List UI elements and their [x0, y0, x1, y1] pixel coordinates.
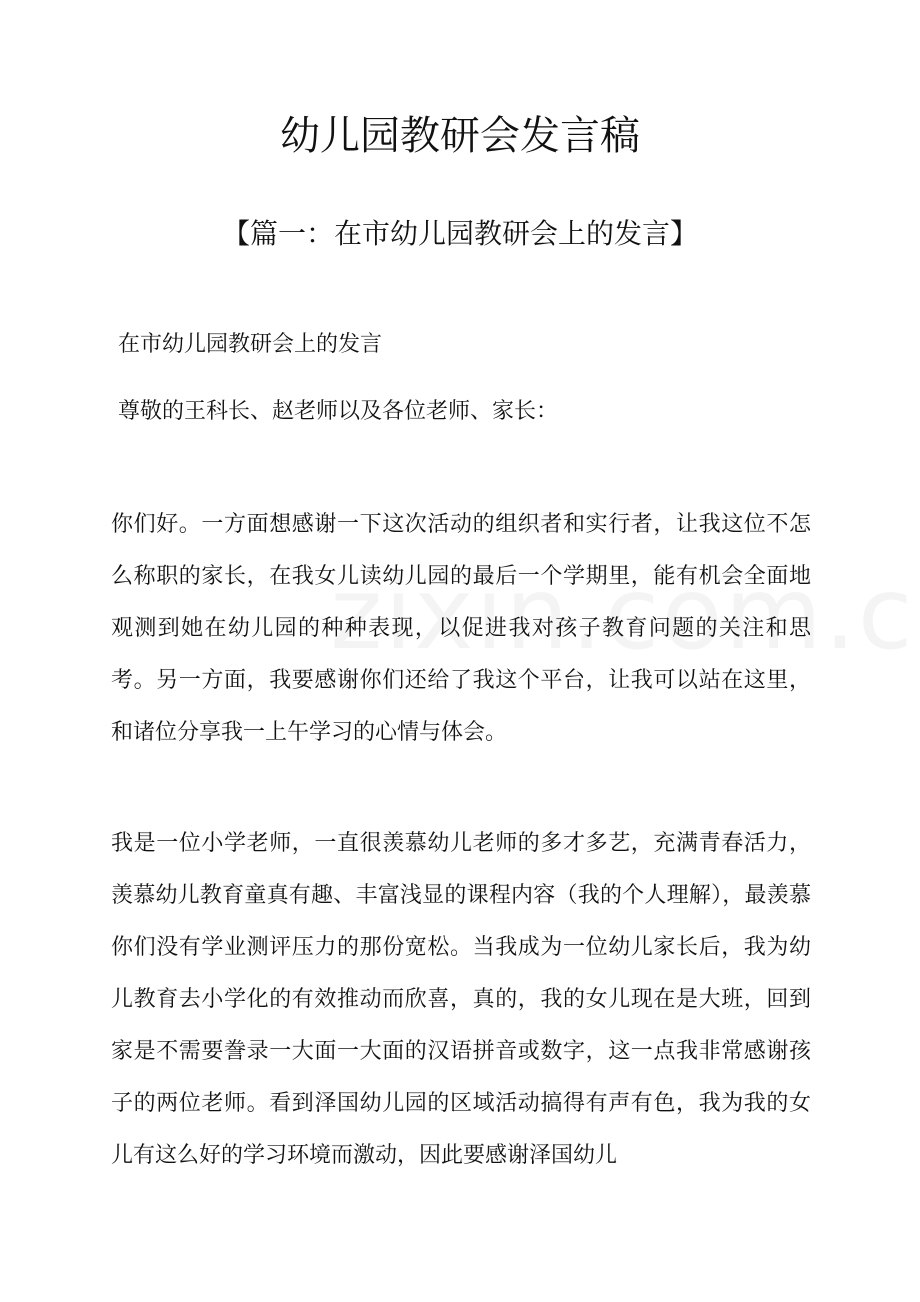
document-subtitle: 【篇一：在市幼儿园教研会上的发言】 — [221, 217, 698, 250]
paragraph-2: 我是一位小学老师，一直很羡慕幼儿老师的多才多艺，充满青春活力，羡慕幼儿教育童真有趣、丰富浅显的课程内容（我的个人理解），最羡慕你们没有学业测评压力的那份宽松。当我成为一位幼儿家长后，我为幼儿教育去小学化的有效推动而欣喜，真的，我的女儿现在是大班，回到家是不需要誊录一大面一大面的汉语拼音或数字，这一点我非常感谢孩子的两位老师。看到泽国幼儿园的区域活动搞得有声有色，我为我的女儿有这么好的学习环境而激动，因此要感谢泽国幼儿 — [111, 831, 811, 1168]
salutation: 尊敬的王科长、赵老师以及各位老师、家长： — [118, 399, 559, 424]
paragraph-1: 你们好。一方面想感谢一下这次活动的组织者和实行者，让我这位不怎么称职的家长，在我女儿读幼儿园的最后一个学期里，能有机会全面地观测到她在幼儿园的种种表现，以促进我对孩子教育问题的关注和思考。另一方面，我要感谢你们还给了我这个平台，让我可以站在这里，和诸位分享我一上午学习的心情与体会。 — [111, 512, 811, 745]
speech-heading: 在市幼儿园教研会上的发言 — [118, 332, 383, 357]
document-title: 幼儿园教研会发言稿 — [280, 113, 640, 159]
